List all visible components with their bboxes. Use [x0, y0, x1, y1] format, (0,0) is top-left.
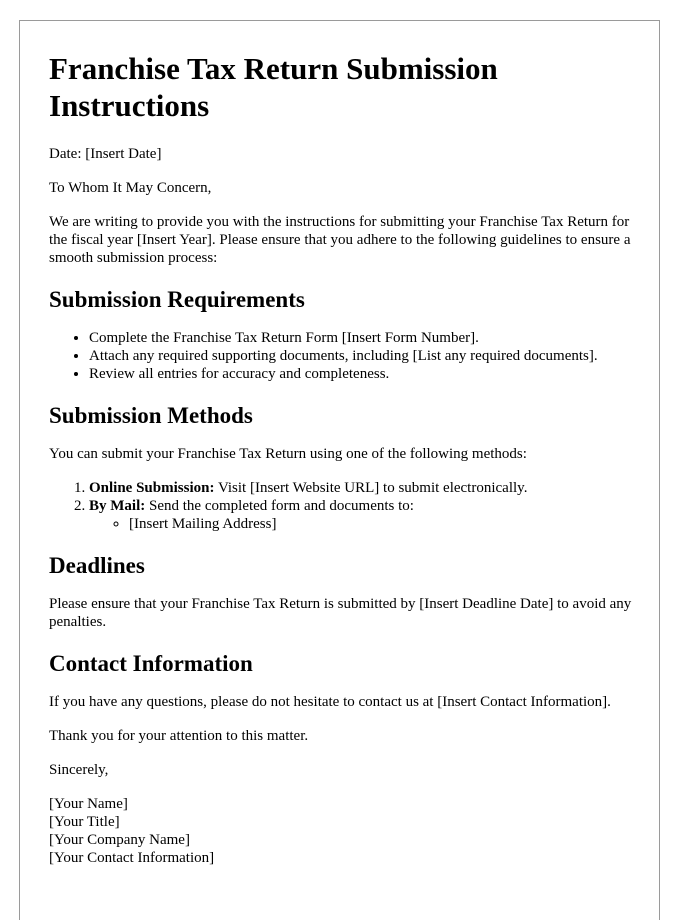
deadlines-paragraph: Please ensure that your Franchise Tax Return is submitted by [Insert Deadline Date] to avoid any penalties. — [49, 596, 632, 630]
methods-heading: Submission Methods — [49, 403, 253, 428]
salutation: To Whom It May Concern, — [49, 180, 212, 196]
requirement-item: • Complete the Franchise Tax Return Form [Insert Form Number]. — [89, 329, 649, 347]
signature-title: [Your Title] — [49, 814, 120, 830]
signature-block — [49, 795, 649, 867]
deadlines-heading: Deadlines — [49, 553, 145, 578]
mailing-address-item: ◦ [Insert Mailing Address] — [129, 515, 649, 533]
requirement-item: • Review all entries for accuracy and completeness. — [89, 365, 649, 383]
method-item-online — [89, 479, 649, 497]
mailing-address-list — [89, 515, 649, 533]
method-item-mail — [89, 497, 649, 533]
requirements-heading: Submission Requirements — [49, 287, 305, 312]
date-line: Date: [Insert Date] — [49, 146, 162, 162]
requirement-item: • Attach any required supporting documents, including [List any required documents]. — [89, 347, 649, 365]
methods-intro: You can submit your Franchise Tax Return using one of the following methods: — [49, 446, 527, 462]
requirements-list — [49, 329, 649, 383]
thanks-line: Thank you for your attention to this matter. — [49, 728, 309, 744]
signature-company: [Your Company Name] — [49, 832, 190, 848]
method-text: Visit [Insert Website URL] to submit electronically. — [214, 480, 528, 496]
letter-page — [19, 20, 660, 920]
contact-heading: Contact Information — [49, 651, 253, 676]
closing-line: Sincerely, — [49, 762, 109, 778]
methods-list — [49, 479, 649, 533]
contact-paragraph: If you have any questions, please do not hesitate to contact us at [Insert Contact Information]. — [49, 694, 611, 710]
letter-content — [49, 21, 649, 867]
method-label: By Mail: — [89, 498, 146, 514]
letter-title: Franchise Tax Return Submission Instructions — [49, 51, 498, 123]
intro-paragraph: We are writing to provide you with the instructions for submitting your Franchise Tax Return for the fiscal year [Insert Year]. Please ensure that you adhere to the following guidelines to ensure a smooth submission process: — [49, 214, 631, 266]
signature-contact: [Your Contact Information] — [49, 850, 215, 866]
signature-name: [Your Name] — [49, 796, 128, 812]
method-text: Send the completed form and documents to: — [145, 498, 414, 514]
method-label: Online Submission: — [89, 480, 215, 496]
